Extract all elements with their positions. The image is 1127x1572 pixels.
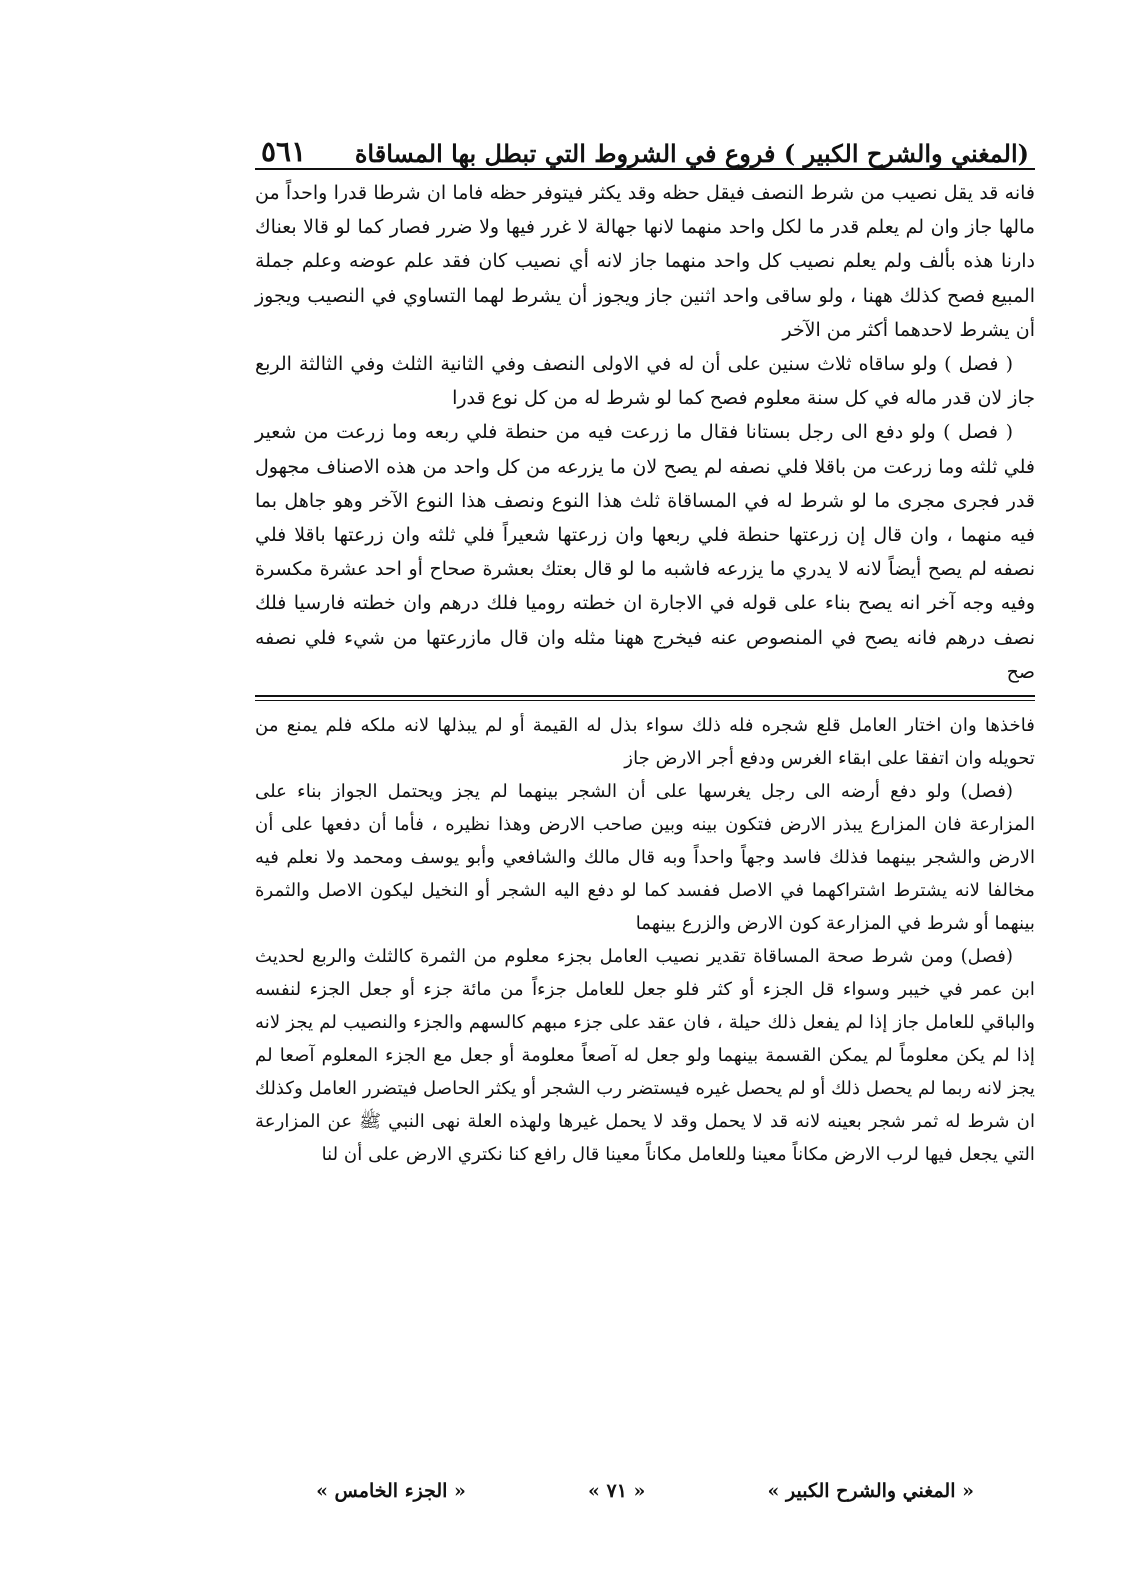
paragraph: (فصل) ولو دفع أرضه الى رجل يغرسها على أن الشجر بينهما لم يجز ويحتمل الجواز بناء على المزارعة فان المزارع يبذر الارض فتكون بينه وبين صاحب الارض وهذا نظيره ، فأما أن دفعها على أن الارض والشجر بينهما فذلك فاسد وجهاً واحداً وبه قال مالك والشافعي وأبو يوسف ومحمد ولا نعلم فيه مخالفا لانه يشترط اشتراكهما في الاصل ففسد كما لو دفع اليه الشجر أو النخيل ليكون الاصل والثمرة بينهما أو شرط في المزارعة كون الارض والزرع بينهما xyxy=(255,781,1035,935)
paragraph: فانه قد يقل نصيب من شرط النصف فيقل حظه وقد يكثر فيتوفر حظه فاما ان شرطا قدرا واحداً من مالها جاز وان لم يعلم قدر ما لكل واحد منهما لانها جهالة لا غرر فيها ولا ضرر فصار كما لو قالا بعناك دارنا هذه بألف ولم يعلم نصيب كل واحد منهما جاز لانه أي نصيب كان فقد علم عوضه وعلم جملة المبيع فصح كذلك ههنا ، ولو ساقى واحد اثنين جاز ويجوز أن يشرط لهما التساوي في النصيب ويجوز أن يشرط لاحدهما أكثر من الآخر xyxy=(255,182,1035,341)
paragraph: (فصل) ومن شرط صحة المساقاة تقدير نصيب العامل بجزء معلوم من الثمرة كالثلث والربع لحديث ابن عمر في خيبر وسواء قل الجزء أو كثر فلو جعل للعامل جزءاً من مائة جزء أو جعل الجزء لنفسه والباقي للعامل جاز إذا لم يفعل ذلك حيلة ، فان عقد على جزء مبهم كالسهم والجزء والنصيب لم يجز لانه إذا لم يكن معلوماً لم يمكن القسمة بينهما ولو جعل له آصعاً معلومة أو جعل مع الجزء المعلوم آصعا لم يجز لانه ربما لم يحصل ذلك أو لم يحصل غيره فيستضر رب الشجر أو يكثر الحاصل فيتضرر العامل وكذلك ان شرط له ثمر شجر بعينه لانه قد لا يحمل وقد لا يحمل غيرها ولهذه العلة نهى النبي ﷺ عن المزارعة التي يجعل فيها لرب الارض مكاناً معينا وللعامل مكاناً معينا قال رافع كنا نكتري الارض على أن لنا xyxy=(255,946,1035,1166)
paragraph: فاخذها وان اختار العامل قلع شجره فله ذلك سواء بذل له القيمة أو لم يبذلها لانه ملكه فلم يمنع من تحويله وان اتفقا على ابقاء الغرس ودفع أجر الارض جاز xyxy=(255,715,1035,770)
book-page xyxy=(255,128,1035,1508)
main-text xyxy=(255,176,1035,689)
header-title: (المغني والشرح الكبير ) فروع في الشروط التي تبطل بها المساقاة xyxy=(354,139,1029,168)
running-header xyxy=(255,128,1035,170)
footer-sheet-number: « ٧١ » xyxy=(588,1480,646,1502)
footer-volume: « الجزء الخامس » xyxy=(316,1480,466,1502)
page-number: ٥٦١ xyxy=(261,135,307,168)
page-footer xyxy=(255,1474,1035,1508)
paragraph: ( فصل ) ولو دفع الى رجل بستانا فقال ما زرعت فيه من حنطة فلي ربعه وما زرعت من شعير فلي ثلثه وما زرعت من باقلا فلي نصفه لم يصح لان ما يزرعه من كل واحد من هذه الاصناف مجهول قدر فجرى مجرى ما لو شرط له في المساقاة ثلث هذا النوع ونصف هذا النوع الآخر وهو جاهل بما فيه منهما ، وان قال إن زرعتها حنطة فلي ربعها وان زرعتها شعيراً فلي ثلثه وان زرعتها باقلا فلي نصفه لم يصح أيضاً لانه لا يدري ما يزرعه فاشبه ما لو قال بعتك بعشرة صحاح أو احد عشرة مكسرة وفيه وجه آخر انه يصح بناء على قوله في الاجارة ان خطته روميا فلك درهم وان خطته فارسيا فلك نصف درهم فانه يصح في المنصوص عنه فيخرج ههنا مثله وان قال مازرعتها من شيء فلي نصفه صح xyxy=(255,421,1035,683)
section-divider xyxy=(255,695,1035,701)
paragraph: ( فصل ) ولو ساقاه ثلاث سنين على أن له في الاولى النصف وفي الثانية الثلث وفي الثالثة الربع جاز لان قدر ماله في كل سنة معلوم فصح كما لو شرط له من كل نوع قدرا xyxy=(255,353,1035,410)
footer-book-title: « المغني والشرح الكبير » xyxy=(767,1480,974,1502)
commentary-text xyxy=(255,709,1035,1171)
